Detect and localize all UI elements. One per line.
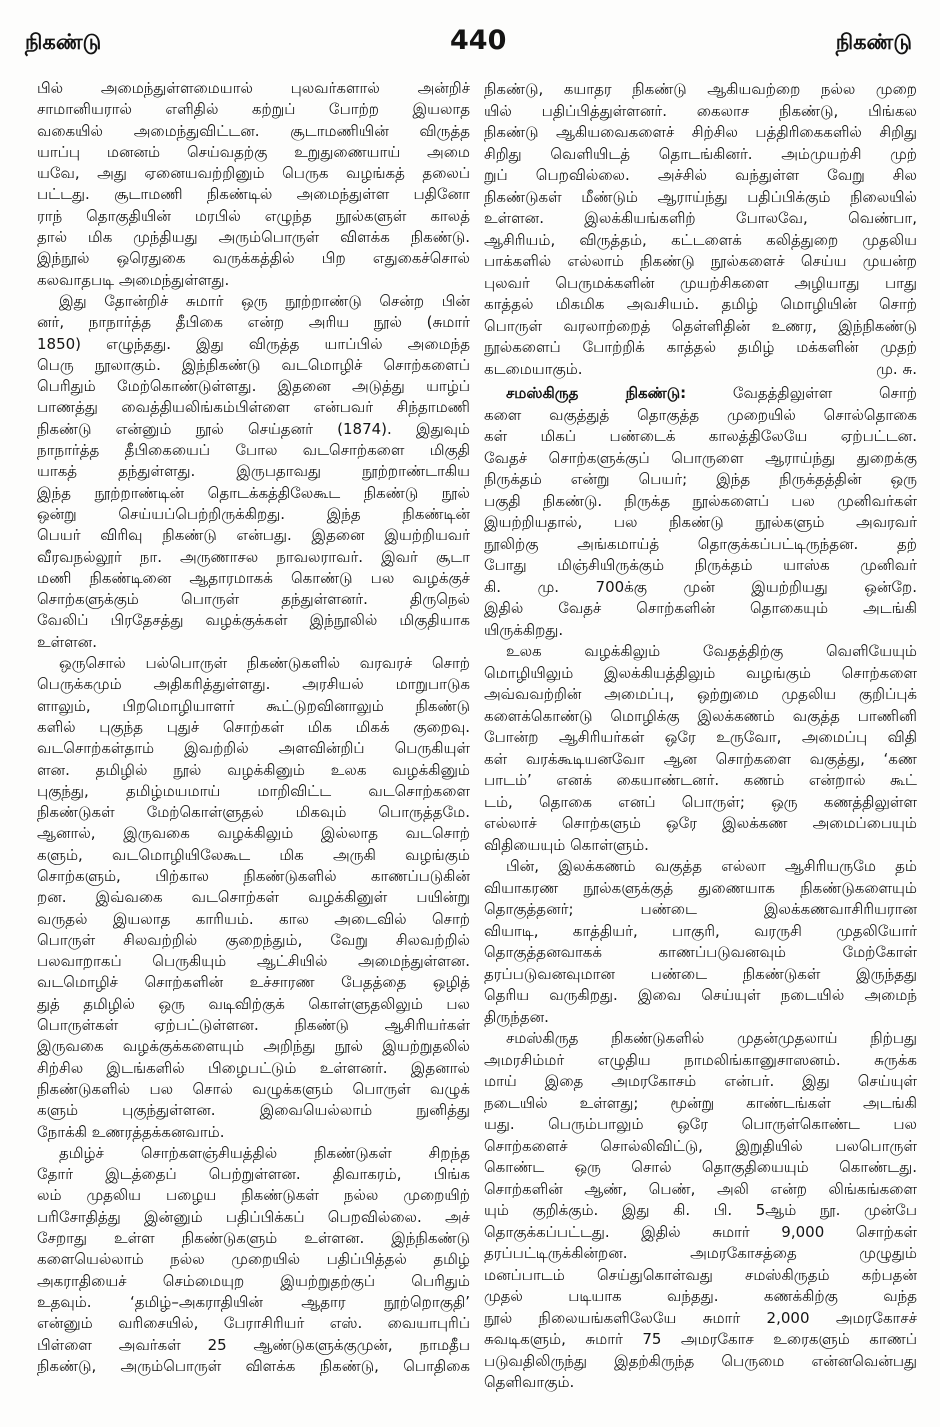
text-line: [484, 383, 917, 405]
text-line: றன. இவ்வகை வடசொற்கள் வழக்கினுள் பயின்று: [37, 888, 470, 907]
text-line: களையெல்லாம் நல்ல முறையில் பதிப்பித்தல் தமிழ்: [37, 1250, 470, 1269]
text-line: [484, 359, 917, 381]
text-line: பெருக்கமும் அதிகரித்துள்ளது. அரசியல் மாறுபாடுக: [37, 675, 470, 694]
text-line: நோக்கி உணரத்தக்கனவாம்.: [37, 1122, 225, 1141]
text-line: வடமொழிச் சொற்களின் உச்சாரண பேதத்தை ஒழித்: [37, 973, 470, 992]
paragraph: [484, 1028, 917, 1394]
text-line: தெரிய வருகிறது. இவை செய்யுள் நடையில் அமைந்: [484, 986, 917, 1004]
text-line: ளாலும், பிறமொழியாளர் கூட்டுறவினாலும் நிகண்டு: [37, 696, 470, 715]
text-line: களும் புகுந்துள்ளன. இவையெல்லாம் நுனித்து: [37, 1101, 470, 1120]
text-line: பொருள்கள் ஏற்பட்டுள்ளன. நிகண்டு ஆசிரியர்கள்: [37, 1016, 470, 1035]
text-line: நிகண்டுகள் மீண்டும் ஆராய்ந்து பதிப்பிக்கும் நிலையில்: [484, 187, 917, 206]
text-line: பொருள் சிலவற்றில் குறைந்தும், வேறு சிலவற்றில்: [37, 930, 470, 949]
text-line: யவே, அது ஏனையவற்றினும் பெருக வழங்கத் தலைப்: [37, 164, 470, 183]
text-line: உள்ளன.: [37, 632, 97, 651]
text-line: புலவர் பெருமக்களின் முயற்சிகளை அழியாது பாது: [484, 273, 917, 292]
author-initials: மு. சு.: [876, 359, 917, 378]
text-line: தமிழ்ச் சொற்களஞ்சியத்தில் நிகண்டுகள் சிறந்த: [59, 1143, 470, 1162]
text-line: மொழியிலும் இலக்கியத்திலும் வழங்கும் சொற்களை: [484, 663, 917, 682]
text-line: சொற்களுக்கும் பொருள் தந்துள்ளனர். திருநெல்: [37, 590, 470, 609]
text-line: சாமானியரால் எளிதில் கற்றுப் போற்ற இயலாத: [37, 100, 470, 119]
text-line: கள் மிகப் பண்டைக் காலத்திலேயே ஏற்பட்டன.: [484, 427, 917, 445]
text-line: உதவும். ‘தமிழ்–அகராதியின் ஆதார நூற்றொகுதி’: [37, 1292, 470, 1311]
text-line: எல்லாச் சொற்களும் ஒரே இலக்கண அமைப்பையும்: [484, 814, 917, 832]
text-line: நடையில் உள்ளது; மூன்று காண்டங்கள் அடங்கி: [484, 1093, 917, 1112]
text-line: சேறாது உள்ள நிகண்டுகளும் உள்ளன. இந்நிகண்டு: [37, 1229, 470, 1248]
text-line: துத் தமிழில் ஒரு வடிவிற்குக் கொள்ளுதலிலும் பல: [37, 994, 470, 1013]
paragraph: [484, 641, 917, 856]
text-line: ஆசிரியம், விருத்தம், கட்டளைக் கலித்துறை முதலிய: [484, 230, 917, 249]
right-column: [484, 79, 917, 1394]
text-line: வகையில் அமைந்துவிட்டன. சூடாமணியின் விருத்த: [37, 121, 470, 140]
text-line: விதியையும் கொள்ளும்.: [484, 835, 649, 854]
text-line: அவ்வவற்றின் அமைப்பு, ஒற்றுமை முதலிய குறிப்புக்: [484, 685, 917, 703]
text-line: நிகண்டு, கயாதர நிகண்டு ஆகியவற்றை நல்ல முறை: [484, 80, 917, 98]
running-head-left: நிகண்டு: [25, 30, 102, 54]
text-line: லம் முதலிய பழைய நிகண்டுகள் நல்ல முறையிற்: [37, 1186, 470, 1205]
text-line: பில் அமைந்துள்ளமையால் புலவர்களால் அன்றிச்: [37, 79, 470, 97]
text-line: தெளிவாகும்.: [484, 1373, 575, 1391]
text-line: கி. மு. 700க்கு முன் இயற்றியது ஒன்றே.: [484, 577, 917, 596]
paragraph: [37, 78, 470, 291]
text-line: நூல்களைப் போற்றிக் காத்தல் தமிழ் மக்களின் முதற்: [484, 338, 917, 356]
text-line: ராந் தொகுதியின் மரபில் எழுந்த நூல்களுள் காலத்: [37, 206, 470, 225]
text-line: நூலிற்கு அங்கமாய்த் தொகுக்கப்பட்டிருந்தன. தற்: [484, 534, 917, 553]
line-text: வேதத்திலுள்ள சொற்: [732, 384, 917, 402]
text-line: னர், நாநார்த்த தீபிகை என்ற அரிய நூல் (சுமார்: [37, 313, 470, 332]
text-line: களில் புகுந்த புதுச் சொற்கள் மிக மிகக் குறைவு.: [37, 717, 470, 736]
paragraph: [37, 291, 470, 653]
paragraph: [484, 79, 917, 380]
text-line: யாகத் தந்துள்ளது. இருபதாவது நூற்றாண்டாகிய: [37, 462, 470, 481]
text-line: கலவாதபடி அமைந்துள்ளது.: [37, 270, 230, 289]
text-line: யும் குறிக்கும். இது கி. பி. 5ஆம் நூ. முன்பே: [484, 1201, 917, 1219]
section-heading: சமஸ்கிருத நிகண்டு:: [506, 384, 687, 402]
text-line: ளன. தமிழில் நூல் வழக்கினும் உலக வழக்கினும்: [37, 760, 470, 779]
text-line: மணி நிகண்டினை ஆதாரமாகக் கொண்டு பல வழக்குச்: [37, 568, 470, 587]
text-line: தொகுத்தனர்; பண்டை இலக்கணவாசிரியரான: [484, 900, 917, 918]
text-line: தால் மிக முந்தியது அரும்பொருள் விளக்க நிகண்டு.: [37, 228, 470, 247]
text-line: படுவதிலிருந்து இதற்கிருந்த பெருமை என்னவென்பது: [484, 1351, 917, 1370]
text-line: பகுதி நிகண்டு. நிருக்த நூல்களைப் பல முனிவர்கள்: [484, 491, 917, 510]
text-line: யில் பதிப்பித்துள்ளனர். கைலாச நிகண்டு, பிங்கல: [484, 101, 917, 120]
paragraph: [484, 856, 917, 1028]
text-line: சிற்சில இடங்களில் பிழைபட்டும் உள்ளனர். இதனால்: [37, 1058, 470, 1077]
text-line: களைக்கொண்டு மொழிக்கு இலக்கணம் வகுத்த பாணினி: [484, 706, 917, 725]
text-line: பலவாறாகப் பெருகியும் ஆட்சியில் அமைந்துள்ளன.: [37, 952, 470, 971]
text-line: அமரசிம்மர் எழுதிய நாமலிங்கானுசாஸனம். சுருக்க: [484, 1050, 917, 1069]
text-line: மனப்பாடம் செய்துகொள்வது சமஸ்கிருதம் கற்பதன்: [484, 1265, 917, 1284]
text-line: தரப்படுவனவுமான பண்டை நிகண்டுகள் இருந்தது: [484, 964, 917, 983]
text-line: சொற்களைச் சொல்லிவிட்டு, இறுதியில் பலபொருள்: [484, 1136, 917, 1155]
text-line: இருவகை வழக்குக்களையும் அறிந்து நூல் இயற்றுதலில்: [37, 1037, 470, 1056]
text-line: இந்நூல் ஒரெதுகை வருக்கத்தில் பிற எதுகைச்சொல்: [37, 249, 470, 268]
section-paragraph: [484, 383, 917, 641]
text-line: நிகண்டுகளில் பல சொல் வழுக்களும் பொருள் வழுக்: [37, 1079, 470, 1098]
text-line: உள்ளன. இலக்கியங்களிற் போலவே, வெண்பா,: [484, 209, 917, 227]
text-line: நிகண்டு ஆகியவைகளைச் சிற்சில பத்திரிகைகளில் சிறிது: [484, 123, 917, 141]
text-line: பொருள் வரலாற்றைத் தெள்ளிதின் உணர, இந்நிகண்டு: [484, 316, 917, 335]
left-column: [37, 78, 470, 1377]
text-line: இதில் வேதச் சொற்களின் தொகையும் அடங்கி: [484, 599, 917, 617]
text-line: களும், வடமொழியிலேகூட மிக அருகி வழங்கும்: [37, 845, 470, 864]
text-line: நூல் நிலையங்களிலேயே சுமார் 2,000 அமரகோசச்: [484, 1308, 917, 1327]
text-line: நிகண்டு என்னும் நூல் செய்தனர் (1874). இதுவும்: [37, 419, 470, 438]
text-line: தோர் இடத்தைப் பெற்றுள்ளன. திவாகரம், பிங்க: [37, 1165, 470, 1184]
text-line: டம், தொகை எனப் பொருள்; ஒரு கணத்திலுள்ள: [484, 792, 917, 811]
text-line: சிறிது வெளியிடத் தொடங்கினர். அம்முயற்சி முற்: [484, 144, 917, 163]
text-line: பெரு நூலாகும். இந்நிகண்டு வடமொழிச் சொற்களைப்: [37, 355, 470, 374]
text-line: நிகண்டுகள் மேற்கொள்ளுதல் மிகவும் பொருத்தமே.: [37, 803, 470, 822]
text-line: ஒன்று செய்யப்பெற்றிருக்கிறது. இந்த நிகண்டின்: [37, 504, 470, 523]
text-line: பின், இலக்கணம் வகுத்த எல்லா ஆசிரியருமே தம்: [506, 857, 917, 875]
text-line: இந்த நூற்றாண்டின் தொடக்கத்திலேகூட நிகண்டு நூல்: [37, 483, 470, 502]
text-line: போது மிஞ்சியிருக்கும் நிருக்தம் யாஸ்க முனிவர்: [484, 556, 917, 574]
text-line: போன்ற ஆசிரியர்கள் ஒரே உருவோ, அமைப்பு விதி: [484, 728, 917, 746]
text-line: புகுந்து, தமிழ்மயமாய் மாறிவிட்ட வடசொற்களை: [37, 781, 470, 800]
text-line: வியாகரண நூல்களுக்குத் துணையாக நிகண்டுகளையும்: [484, 878, 917, 897]
text-line: களை வகுத்துத் தொகுத்த முறையில் சொல்தொகை: [484, 405, 917, 424]
text-line: நாநார்த்த தீபிகையைப் போல வடசொற்களை மிகுதி: [37, 441, 470, 460]
text-line: இது தோன்றிச் சுமார் ஒரு நூற்றாண்டு சென்ற பின்: [59, 291, 470, 310]
text-line: பெரிதும் மேற்கொண்டுள்ளது. இதனை அடுத்து யாழ்ப்: [37, 377, 470, 396]
text-line: பட்டது. சூடாமணி நிகண்டில் அமைந்துள்ள பதினோ: [37, 185, 470, 204]
text-line: திருந்தன.: [484, 1007, 549, 1026]
text-line: யாப்பு மனனம் செய்வதற்கு உறுதுணையாய் அமை: [37, 142, 470, 161]
text-line: வீரவநல்லூர் நா. அருணாசல நாவலராவர். இவர் சூடா: [37, 547, 470, 566]
text-line: முதல் படியாக வந்தது. கணக்கிற்கு வந்த: [484, 1287, 917, 1305]
text-line: சொற்களும், பிற்கால நிகண்டுகளில் காணப்படுகின்: [37, 866, 470, 885]
text-line: சமஸ்கிருத நிகண்டுகளில் முதன்முதலாய் நிற்பது: [506, 1029, 917, 1047]
text-line: தொகுத்தனவாகக் காணப்படுவனவும் மேற்கோள்: [484, 943, 917, 961]
text-line: வேலிப் பிரதேசத்து வழக்குக்கள் இந்நூலில் மிகுதியாக: [37, 611, 470, 630]
text-line: யது. பெரும்பாலும் ஒரே பொருள்கொண்ட பல: [484, 1115, 917, 1133]
text-line: நிருக்தம் என்று பெயர்; இந்த நிருக்தத்தின் ஒரு: [484, 470, 917, 488]
text-line: வடசொற்கள்தாம் இவற்றில் அளவின்றிப் பெருகியுள்: [37, 739, 470, 758]
text-line: யிருக்கிறது.: [484, 620, 564, 639]
text-line: பெயர் விரிவு நிகண்டு என்பது. இதனை இயற்றியவர்: [37, 526, 470, 545]
text-line: பிள்ளை அவர்கள் 25 ஆண்டுகளுக்குமுன், நாமதீப: [37, 1335, 470, 1354]
text-line: பாடம்’ எனக் கையாண்டனர். கணம் என்றால் கூட்: [484, 771, 917, 789]
text-line: பாக்களில் எல்லாம் நிகண்டு நூல்களைச் செய்ய முயன்ற: [484, 252, 917, 270]
text-line: கள் வரக்கூடியனவோ ஆன சொற்களை வகுத்து, ‘கண: [484, 749, 917, 768]
text-line: ஒருசொல் பல்பொருள் நிகண்டுகளில் வரவரச் சொற்: [59, 654, 470, 673]
text-line: ஆனால், இருவகை வழக்கிலும் இல்லாத வடசொற்: [37, 824, 470, 843]
text-line: சொற்களின் ஆண், பெண், அலி என்ற லிங்கங்களை: [484, 1179, 917, 1198]
text-line: கொண்ட ஒரு சொல் தொகுதியையும் கொண்டது.: [484, 1158, 917, 1176]
page-number: 440: [450, 25, 507, 56]
text-line: தரப்பட்டிருக்கின்றன. அமரகோசத்தை முழுதும்: [484, 1244, 917, 1262]
line-text: கடமையாகும்.: [484, 359, 583, 378]
text-line: இயற்றியதால், பல நிகண்டு நூல்களும் அவரவர்: [484, 513, 917, 531]
paragraph: [37, 1143, 470, 1377]
paragraph: [37, 653, 470, 1143]
text-line: பாணத்து வைத்தியலிங்கம்பிள்ளை என்பவர் சிந்தாமணி: [37, 398, 470, 417]
text-line: உலக வழக்கிலும் வேதத்திற்கு வெளியேயும்: [506, 642, 917, 660]
text-line: றுப் பெறவில்லை. அச்சில் வந்துள்ள வேறு சில: [484, 166, 917, 184]
text-line: சுவடிகளும், சுமார் 75 அமரகோச உரைகளும் காணப்: [484, 1330, 917, 1348]
text-line: வருதல் இயலாத காரியம். கால அடைவில் சொற்: [37, 909, 470, 928]
text-line: அகராதியைச் செம்மையுற இயற்றுதற்குப் பெரிதும்: [37, 1271, 470, 1290]
text-line: 1850) எழுந்தது. இது விருத்த யாப்பில் அமைந்த: [37, 334, 470, 353]
text-line: பரிசோதித்து இன்னும் பதிப்பிக்கப் பெறவில்லை. அச்: [37, 1207, 470, 1226]
text-line: வேதச் சொற்களுக்குப் பொருளை ஆராய்ந்து துறைக்கு: [484, 448, 917, 467]
running-head-right: நிகண்டு: [835, 30, 912, 54]
text-line: என்னும் வரிசையில், பேராசிரியர் எஸ். வையாபுரிப்: [37, 1314, 470, 1333]
text-line: காத்தல் மிகமிக அவசியம். தமிழ் மொழியின் சொற்: [484, 295, 917, 313]
text-line: மாய் இதை அமரகோசம் என்பர். இது செய்யுள்: [484, 1072, 917, 1090]
text-line: தொகுக்கப்பட்டது. இதில் சுமார் 9,000 சொற்கள்: [484, 1222, 917, 1241]
text-line: வியாடி, காத்தியர், பாகுரி, வரருசி முதலியோர்: [484, 921, 917, 940]
text-line: நிகண்டு, அரும்பொருள் விளக்க நிகண்டு, பொதிகை: [37, 1356, 470, 1375]
